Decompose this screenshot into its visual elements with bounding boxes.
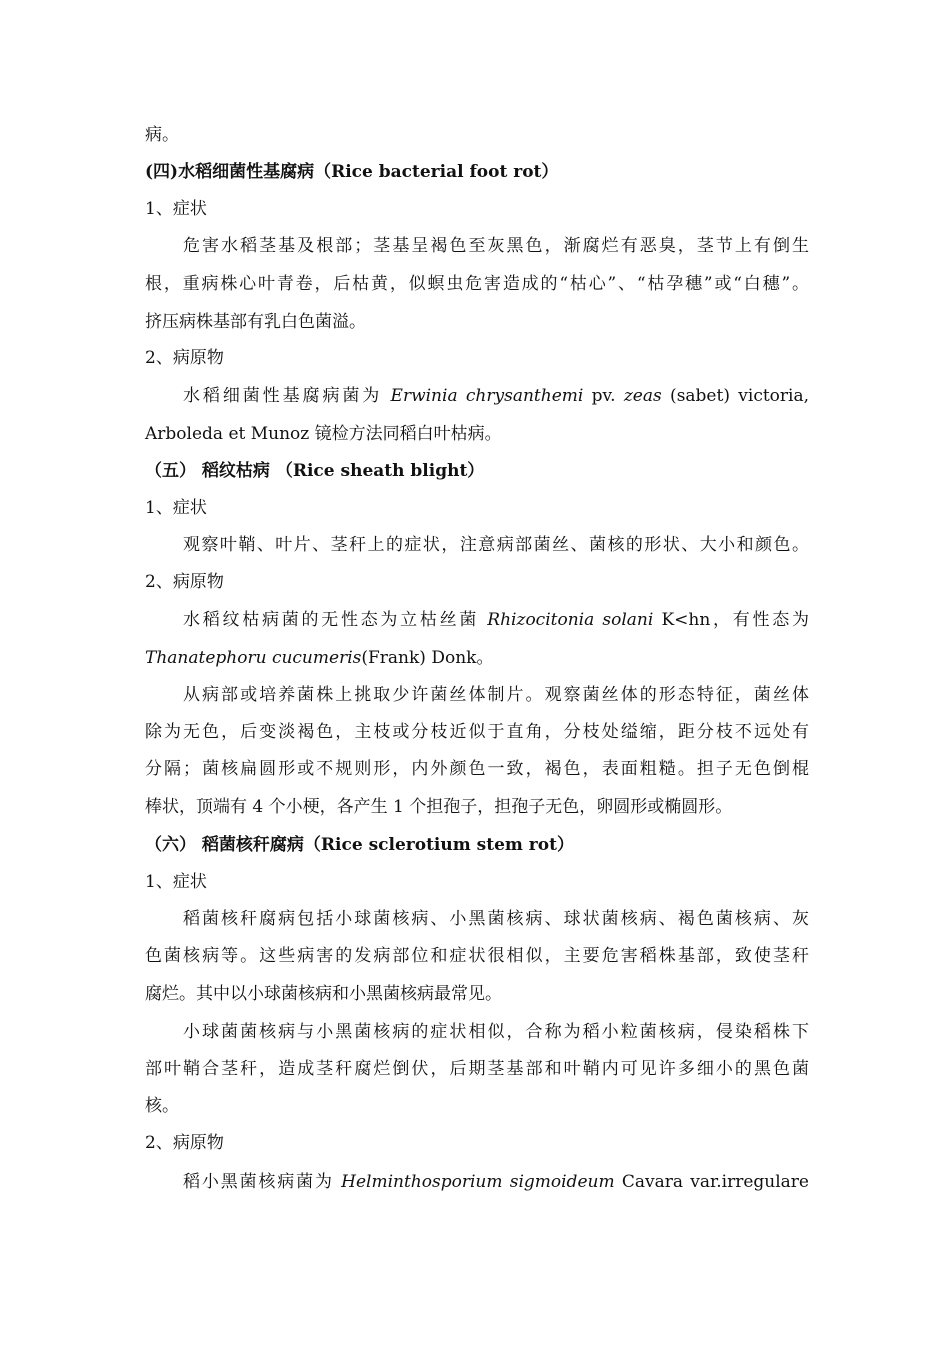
paragraph-line: 色菌核病等。这些病害的发病部位和症状很相似，主要危害稻株基部，致使茎秆 (145, 946, 809, 966)
text-span: (Frank) Donk。 (361, 648, 494, 668)
paragraph-line: 挤压病株基部有乳白色菌溢。 (145, 312, 366, 332)
paragraph-line: Arboleda et Munoz 镜检方法同稻白叶枯病。 (145, 424, 502, 444)
subheading-pathogen: 2、病原物 (145, 1133, 224, 1153)
paragraph-line: 稻菌核秆腐病包括小球菌核病、小黑菌核病、球状菌核病、褐色菌核病、灰 (183, 909, 809, 929)
paragraph-line (183, 384, 809, 408)
paragraph-line (183, 608, 809, 632)
subheading-symptoms: 1、症状 (145, 498, 207, 518)
paragraph-line: 从病部或培养菌株上挑取少许菌丝体制片。观察菌丝体的形态特征，菌丝体 (183, 685, 809, 705)
paragraph-line: 棒状，顶端有 4 个小梗，各产生 1 个担孢子，担孢子无色，卵圆形或椭圆形。 (145, 797, 733, 817)
paragraph-line: 核。 (145, 1096, 179, 1116)
section-heading-5: （五） 稻纹枯病 （Rice sheath blight） (145, 461, 485, 481)
text-span: K<hn，有性态为 (653, 610, 810, 630)
paragraph-line: 小球菌菌核病与小黑菌核病的症状相似，合称为稻小粒菌核病，侵染稻株下 (183, 1022, 809, 1042)
species-name: zeas (623, 386, 662, 406)
paragraph-line: 部叶鞘合茎秆，造成茎秆腐烂倒伏，后期茎基部和叶鞘内可见许多细小的黑色菌 (145, 1059, 809, 1079)
paragraph-line (183, 1170, 809, 1194)
subheading-pathogen: 2、病原物 (145, 348, 224, 368)
text-span: 水稻细菌性基腐病菌为 (183, 386, 391, 406)
species-name: Erwinia chrysanthemi (390, 386, 584, 406)
text-span: pv. (583, 386, 624, 406)
subheading-pathogen: 2、病原物 (145, 572, 224, 592)
text-span: 水稻纹枯病菌的无性态为立枯丝菌 (183, 610, 488, 630)
paragraph-line: 腐烂。其中以小球菌核病和小黑菌核病最常见。 (145, 984, 502, 1004)
paragraph-line (145, 646, 493, 670)
paragraph-line: 危害水稻茎基及根部；茎基呈褐色至灰黑色，渐腐烂有恶臭，茎节上有倒生 (183, 236, 809, 256)
paragraph-line: 分隔；菌核扁圆形或不规则形，内外颜色一致，褐色，表面粗糙。担子无色倒棍 (145, 759, 809, 779)
paragraph-line: 根，重病株心叶青卷，后枯黄，似螟虫危害造成的“枯心”、“枯孕穗”或“白穗”。 (145, 274, 809, 294)
subheading-symptoms: 1、症状 (145, 872, 207, 892)
section-heading-4: (四)水稻细菌性基腐病（Rice bacterial foot rot） (145, 162, 559, 182)
species-name: Thanatephoru cucumeris (145, 648, 362, 668)
subheading-symptoms: 1、症状 (145, 199, 207, 219)
paragraph-line: 除为无色，后变淡褐色，主枝或分枝近似于直角，分枝处缢缩，距分枝不远处有 (145, 722, 809, 742)
paragraph-line: 观察叶鞘、叶片、茎秆上的症状，注意病部菌丝、菌核的形状、大小和颜色。 (183, 535, 809, 555)
text-span: 稻小黑菌核病菌为 (183, 1172, 342, 1192)
species-name: Rhizocitonia solani (487, 610, 654, 630)
section-heading-6: （六） 稻菌核秆腐病（Rice sclerotium stem rot） (145, 835, 574, 855)
text-line: 病。 (145, 125, 179, 145)
text-span: Cavara var.irregulare (614, 1172, 809, 1192)
text-span: (sabet) victoria, (661, 386, 810, 406)
species-name: Helminthosporium sigmoideum (341, 1172, 615, 1192)
